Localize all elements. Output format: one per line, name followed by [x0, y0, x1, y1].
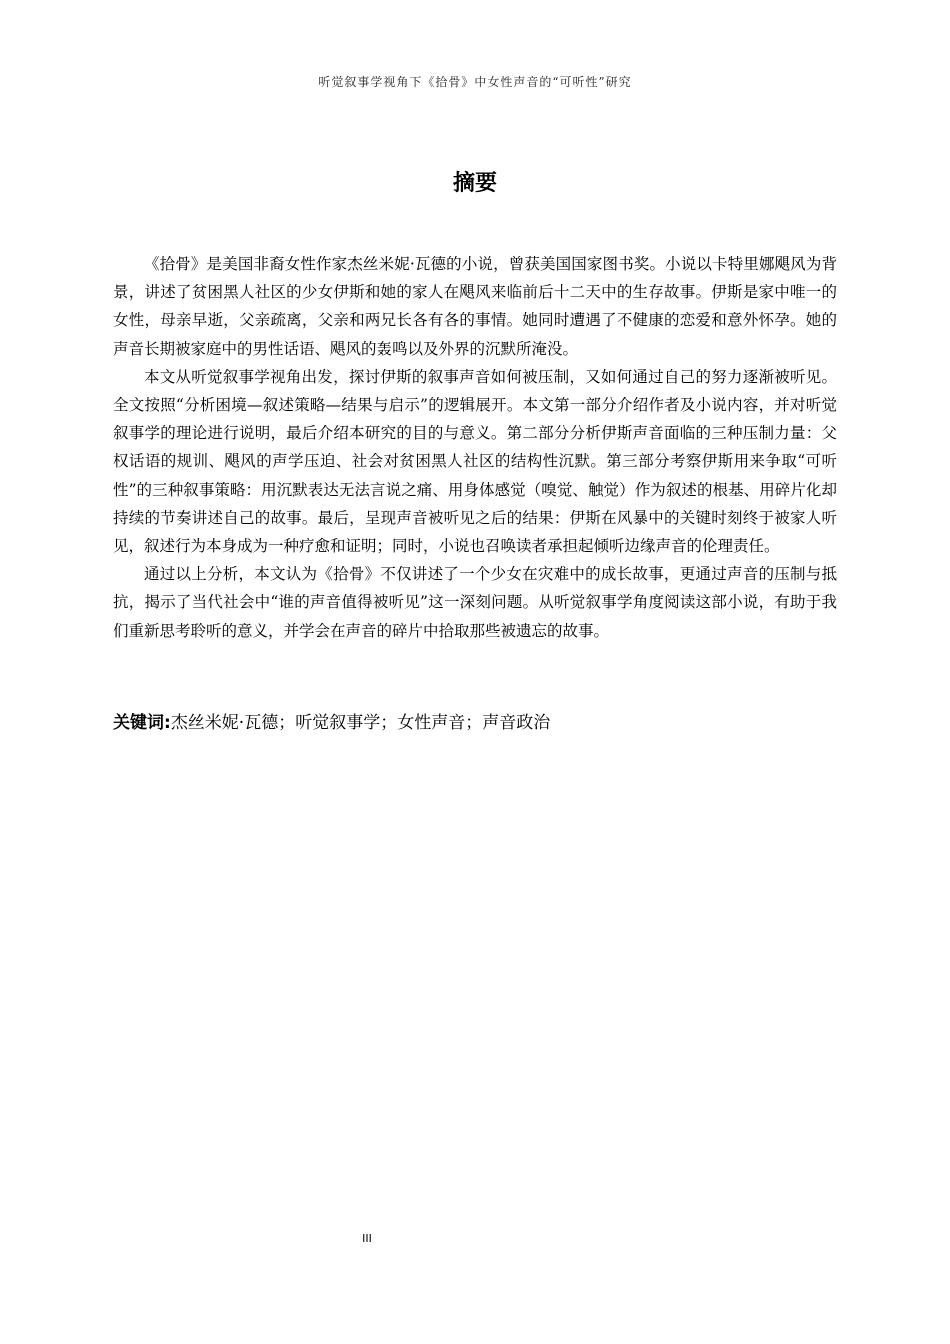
- abstract-paragraph-3: 通过以上分析，本文认为《拾骨》不仅讲述了一个少女在灾难中的成长故事，更通过声音的压制与抵抗，揭示了当代社会中“谁的声音值得被听见”这一深刻问题。从听觉叙事学角度阅读这部小说，有助于我们重新思考聆听的意义，并学会在声音的碎片中拾取那些被遗忘的故事。: [113, 565, 837, 640]
- abstract-paragraph-2: 本文从听觉叙事学视角出发，探讨伊斯的叙事声音如何被压制，又如何通过自己的努力逐渐被听见。全文按照“分析困境—叙述策略—结果与启示”的逻辑展开。本文第一部分介绍作者及小说内容，并对听觉叙事学的理论进行说明，最后介绍本研究的目的与意义。第二部分分析伊斯声音面临的三种压制力量：父权话语的规训、飓风的声学压迫、社会对贫困黑人社区的结构性沉默。第三部分考察伊斯用来争取“可听性”的三种叙事策略：用沉默表达无法言说之痛、用身体感觉（嗅觉、触觉）作为叙述的根基、用碎片化却持续的节奏讲述自己的故事。最后，呈现声音被听见之后的结果：伊斯在风暴中的关键时刻终于被家人听见，叙述行为本身成为一种疗愈和证明；同时，小说也召唤读者承担起倾听边缘声音的伦理责任。: [113, 367, 837, 556]
- abstract-paragraph-1: 《拾骨》是美国非裔女性作家杰丝米妮·瓦德的小说，曾获美国国家图书奖。小说以卡特里娜飓风为背景，讲述了贫困黑人社区的少女伊斯和她的家人在飓风来临前后十二天中的生存故事。伊斯是家中唯一的女性，母亲早逝，父亲疏离，父亲和两兄长各有各的事情。她同时遭遇了不健康的恋爱和意外怀孕。她的声音长期被家庭中的男性话语、飓风的轰鸣以及外界的沉默所淹没。: [113, 255, 837, 358]
- keywords-label: 关键词:: [113, 713, 171, 733]
- abstract-title: 摘要: [452, 171, 497, 196]
- header-rule: [113, 97, 837, 98]
- keywords-value: 杰丝米妮·瓦德；听觉叙事学；女性声音；声音政治: [170, 713, 551, 733]
- keywords-line: [113, 708, 837, 738]
- running-header: 听觉叙事学视角下《拾骨》中女性声音的“可听性”研究: [318, 75, 632, 89]
- abstract-body: [113, 250, 837, 645]
- page-number: III: [362, 1232, 372, 1245]
